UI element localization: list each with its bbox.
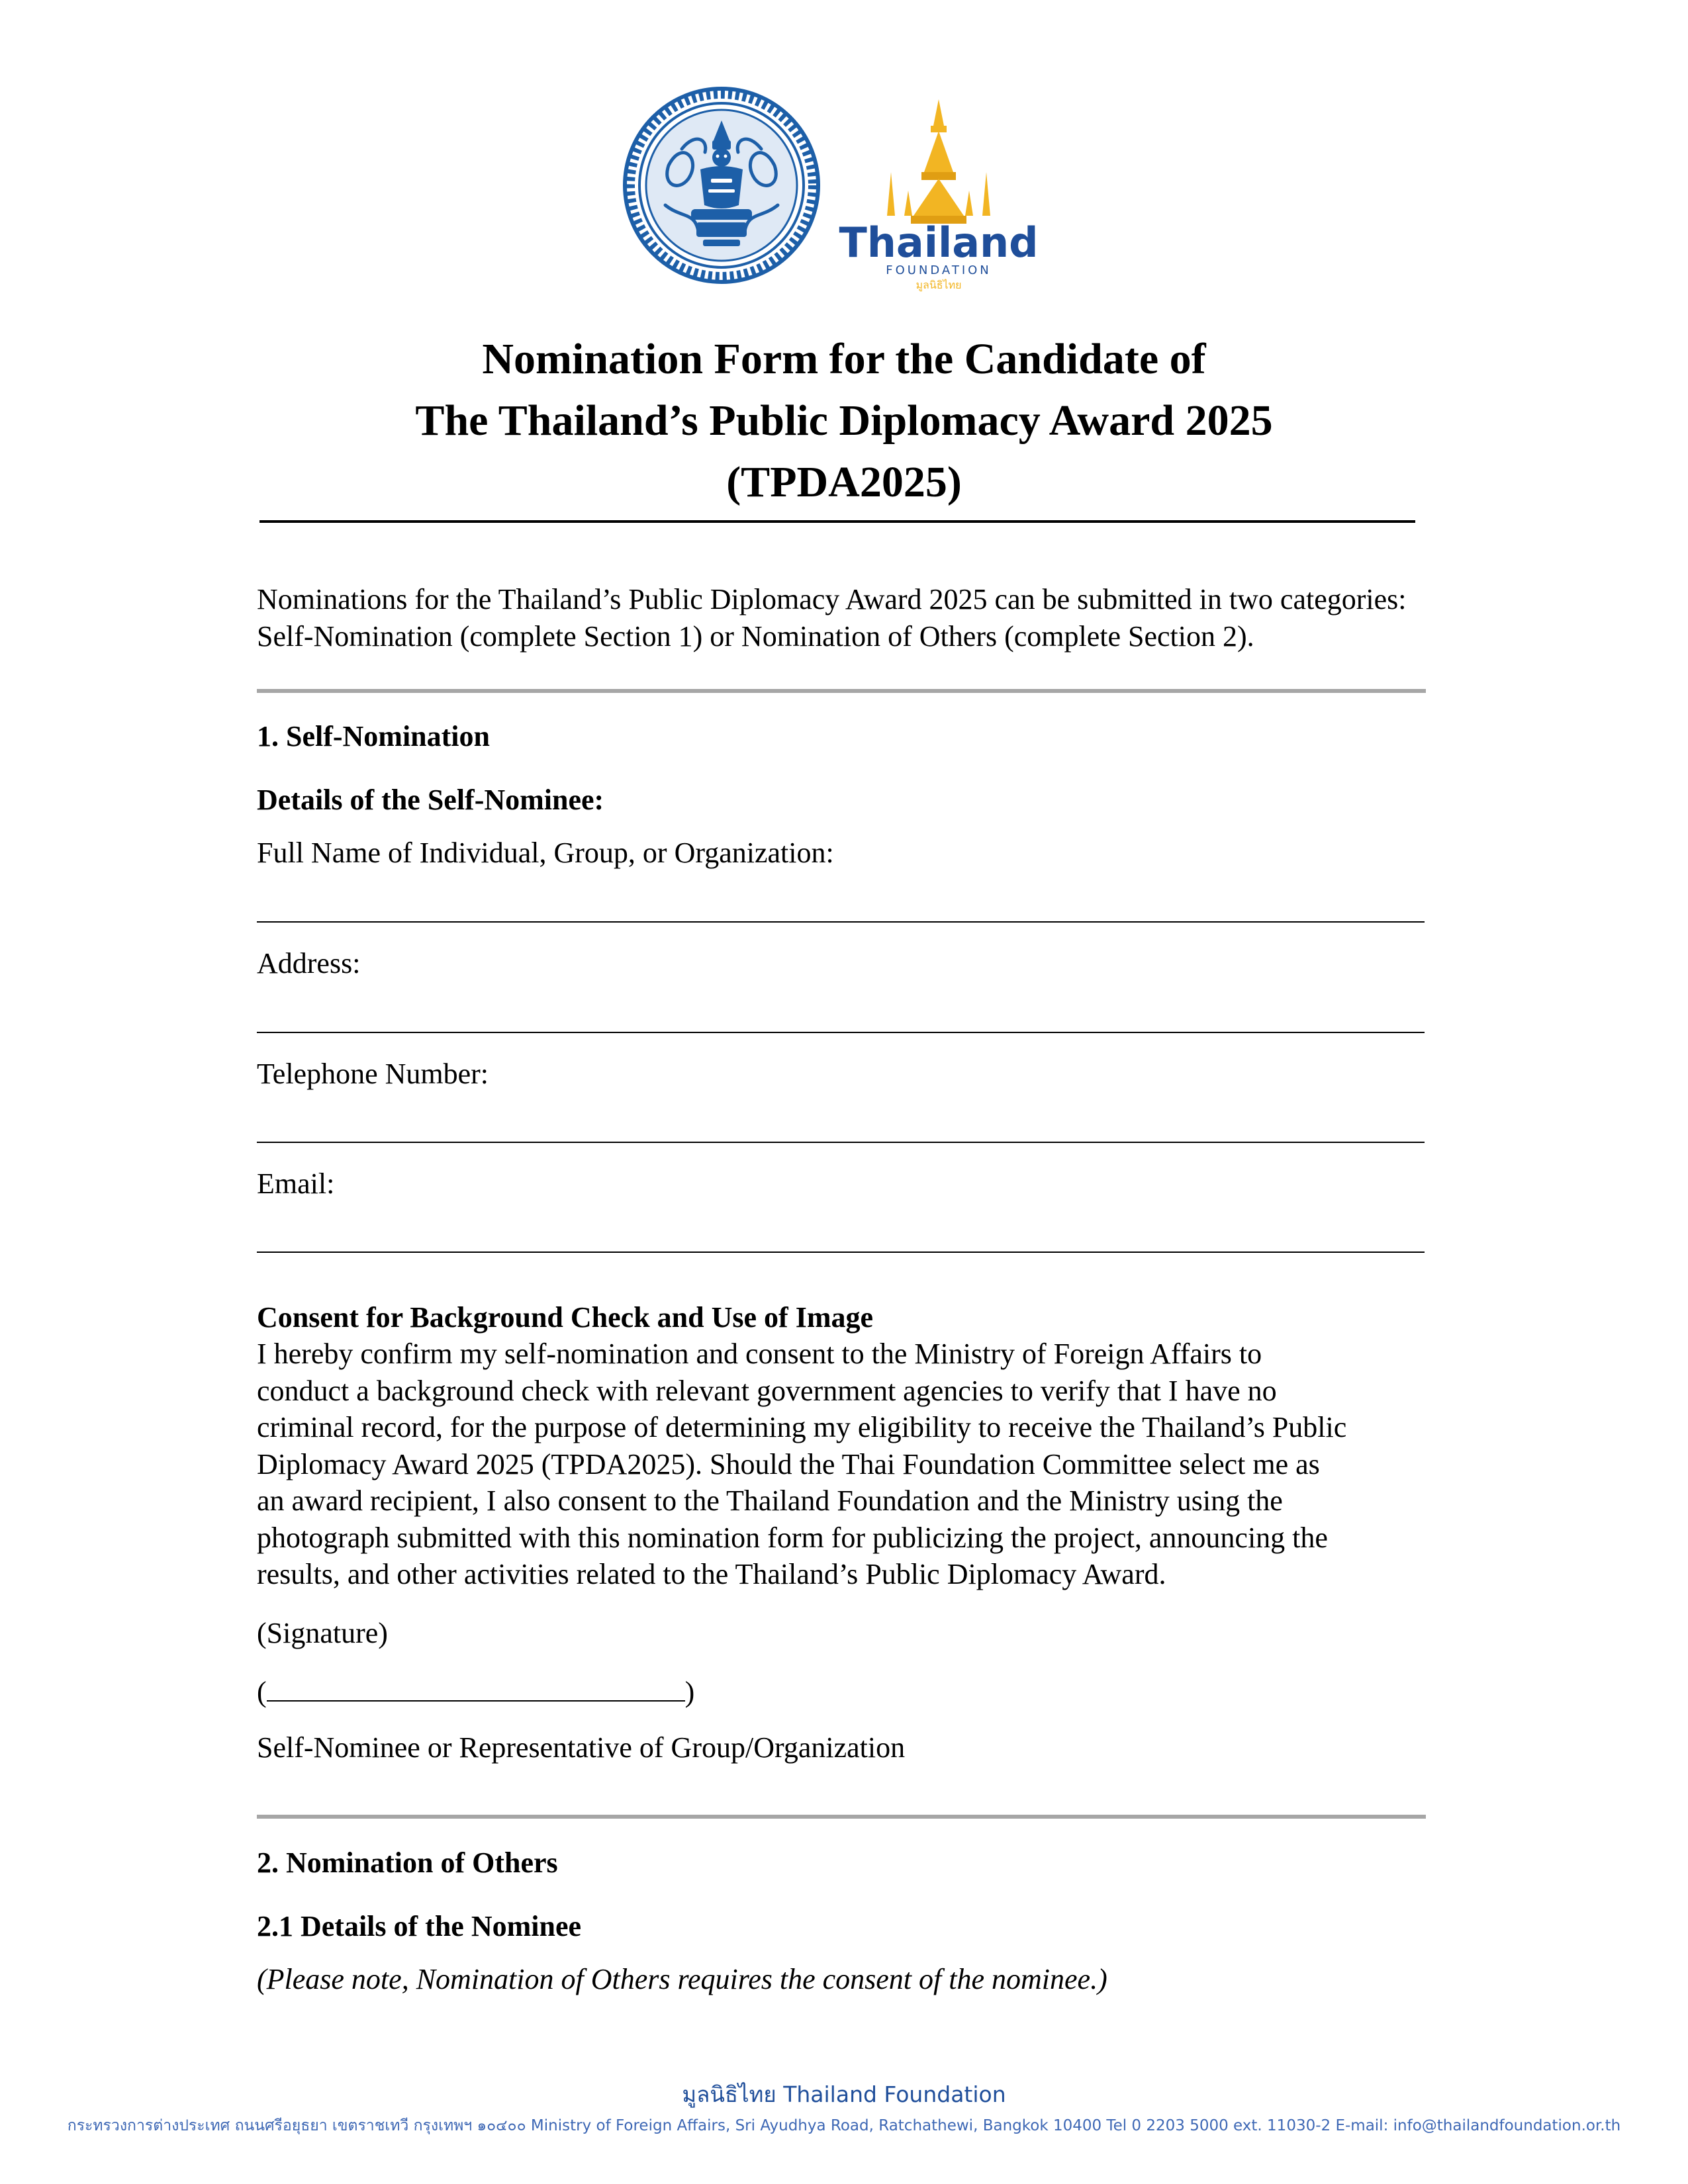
section2-note: (Please note, Nomination of Others requires the consent of the nominee.) [257,1963,1107,1995]
section-divider-1 [257,689,1426,693]
svg-text:Thailand: Thailand [839,218,1039,267]
signature-role: Self-Nominee or Representative of Group/Organization [257,1731,906,1764]
email-field[interactable] [257,1251,1425,1253]
full-name-field[interactable] [257,921,1425,923]
telephone-label: Telephone Number: [257,1058,489,1090]
consent-line: results, and other activities related to the Thailand’s Public Diplomacy Award. [257,1558,1166,1590]
thailand-foundation-logo [839,99,1039,291]
full-name-label: Full Name of Individual, Group, or Organization: [257,837,834,869]
footer-organization: มูลนิธิไทย Thailand Foundation [682,2081,1006,2107]
consent-text [257,1336,1442,1593]
seal-icon [622,86,821,285]
address-field[interactable] [257,1032,1425,1033]
section2-subheading: 2.1 Details of the Nominee [257,1910,582,1942]
consent-heading: Consent for Background Check and Use of Image [257,1301,874,1334]
temple-spire-icon [839,99,1039,291]
signature-name-field[interactable] [257,1674,694,1711]
open-paren: ( [257,1676,267,1708]
consent-line: I hereby confirm my self-nomination and consent to the Ministry of Foreign Affairs to [257,1338,1262,1370]
consent-line: criminal record, for the purpose of determining my eligibility to receive the Thailand’s Public [257,1411,1347,1443]
section2-heading: 2. Nomination of Others [257,1846,558,1879]
page-title-line-3: (TPDA2025) [726,458,962,506]
footer-address: กระทรวงการต่างประเทศ ถนนศรีอยุธยา เขตราชเทวี กรุงเทพฯ ๑๐๔๐๐ Ministry of Foreign Affairs, Sri Ayudhya Road, Ratchathewi, Bangkok 10400 Tel 0 2203 5000 ext. 11030-2 E-mail: info@thailandfoundation.or.th [67,2117,1621,2134]
section-divider-2 [257,1815,1426,1819]
signature-name-line[interactable] [267,1674,685,1702]
page-title-line-2: The Thailand’s Public Diplomacy Award 2025 [415,396,1273,445]
page-title-line-1: Nomination Form for the Candidate of [482,335,1206,383]
consent-line: photograph submitted with this nomination form for publicizing the project, announcing the [257,1521,1328,1554]
title-divider [259,520,1415,523]
telephone-field[interactable] [257,1142,1425,1143]
consent-line: Diplomacy Award 2025 (TPDA2025). Should the Thai Foundation Committee select me as [257,1447,1320,1480]
consent-line: conduct a background check with relevant government agencies to verify that I have no [257,1374,1277,1407]
email-label: Email: [257,1167,335,1200]
section1-heading: 1. Self-Nomination [257,720,490,752]
svg-text:FOUNDATION: FOUNDATION [886,263,992,277]
intro-line-2: Self-Nomination (complete Section 1) or Nomination of Others (complete Section 2). [257,620,1254,653]
consent-line: an award recipient, I also consent to the Thailand Foundation and the Ministry using the [257,1484,1283,1517]
address-label: Address: [257,947,361,979]
close-paren: ) [684,1676,695,1708]
section1-subheading: Details of the Self-Nominee: [257,784,604,816]
mfa-seal-logo [622,86,821,285]
signature-label: (Signature) [257,1617,388,1649]
svg-text:มูลนิธิไทย: มูลนิธิไทย [915,279,962,291]
intro-line-1: Nominations for the Thailand’s Public Diplomacy Award 2025 can be submitted in two categories: [257,583,1407,615]
